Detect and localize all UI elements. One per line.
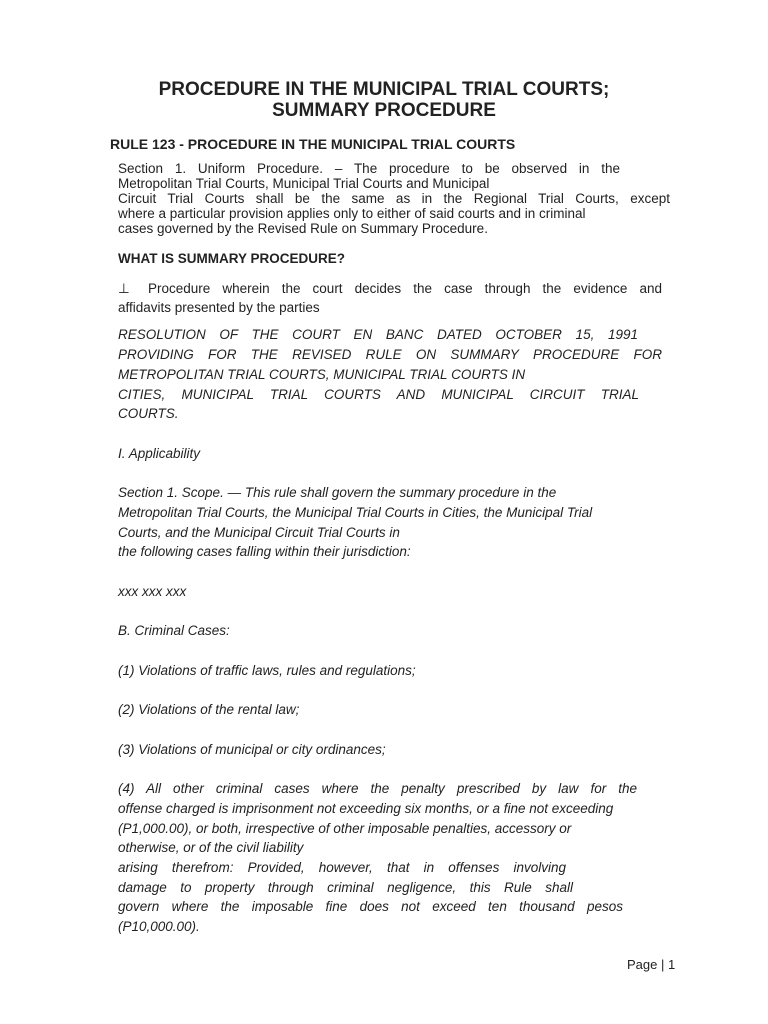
list-item: (1) Violations of traffic laws, rules and regulations; [118, 663, 416, 678]
item4-line-3: (P1,000.00), or both, irrespective of other imposable penalties, accessory or [118, 821, 572, 836]
scope-line-4: the following cases falling within their jurisdiction: [118, 544, 411, 559]
resolution-line-1: RESOLUTION OF THE COURT EN BANC DATED OCTOBER 15, 1991 [118, 327, 638, 342]
criminal-cases-heading: B. Criminal Cases: [118, 623, 230, 638]
bullet-text-line-2: affidavits presented by the parties [118, 300, 320, 315]
list-item: (3) Violations of municipal or city ordinances; [118, 742, 386, 757]
bullet-text-line-1: Procedure wherein the court decides the case through the evidence and [148, 281, 662, 296]
item4-line-5: arising therefrom: Provided, however, that in offenses involving [118, 860, 566, 875]
item4-line-4: otherwise, or of the civil liability [118, 840, 304, 855]
document-title-line-2: SUMMARY PROCEDURE [272, 100, 496, 121]
list-item: (2) Violations of the rental law; [118, 702, 300, 717]
scope-line-3: Courts, and the Municipal Circuit Trial Courts in [118, 525, 400, 540]
page-number: Page | 1 [627, 957, 676, 972]
scope-line-1: Section 1. Scope. — This rule shall govern the summary procedure in the [118, 485, 557, 500]
section1-line-2: Metropolitan Trial Courts, Municipal Trial Courts and Municipal [118, 176, 490, 191]
resolution-line-5: COURTS. [118, 406, 179, 421]
scope-line-2: Metropolitan Trial Courts, the Municipal Trial Courts in Cities, the Municipal Trial [118, 505, 593, 520]
item4-line-7: govern where the imposable fine does not exceed ten thousand pesos [118, 899, 623, 914]
resolution-line-3: METROPOLITAN TRIAL COURTS, MUNICIPAL TRIAL COURTS IN [118, 367, 526, 382]
item4-line-6: damage to property through criminal negligence, this Rule shall [118, 880, 573, 895]
resolution-line-2: PROVIDING FOR THE REVISED RULE ON SUMMARY PROCEDURE FOR [118, 347, 662, 362]
section1-line-3: Circuit Trial Courts shall be the same as in the Regional Trial Courts, except [118, 191, 670, 206]
item4-line-1: (4) All other criminal cases where the penalty prescribed by law for the [118, 781, 637, 796]
document-title-line-1: PROCEDURE IN THE MUNICIPAL TRIAL COURTS; [158, 79, 610, 100]
omission-marker: xxx xxx xxx [118, 584, 187, 599]
rule-heading: RULE 123 - PROCEDURE IN THE MUNICIPAL TRIAL COURTS [110, 136, 516, 152]
section1-line-1: Section 1. Uniform Procedure. – The procedure to be observed in the [118, 161, 620, 176]
summary-procedure-heading: WHAT IS SUMMARY PROCEDURE? [118, 251, 346, 266]
section1-line-5: cases governed by the Revised Rule on Summary Procedure. [118, 221, 488, 236]
applicability-heading: I. Applicability [118, 446, 201, 461]
section1-line-4: where a particular provision applies only to either of said courts and in criminal [118, 206, 586, 221]
resolution-line-4: CITIES, MUNICIPAL TRIAL COURTS AND MUNICIPAL CIRCUIT TRIAL [118, 387, 639, 402]
item4-line-8: (P10,000.00). [118, 919, 200, 934]
item4-line-2: offense charged is imprisonment not exceeding six months, or a fine not exceeding [118, 801, 614, 816]
bullet-icon: ⊥ [118, 281, 130, 296]
